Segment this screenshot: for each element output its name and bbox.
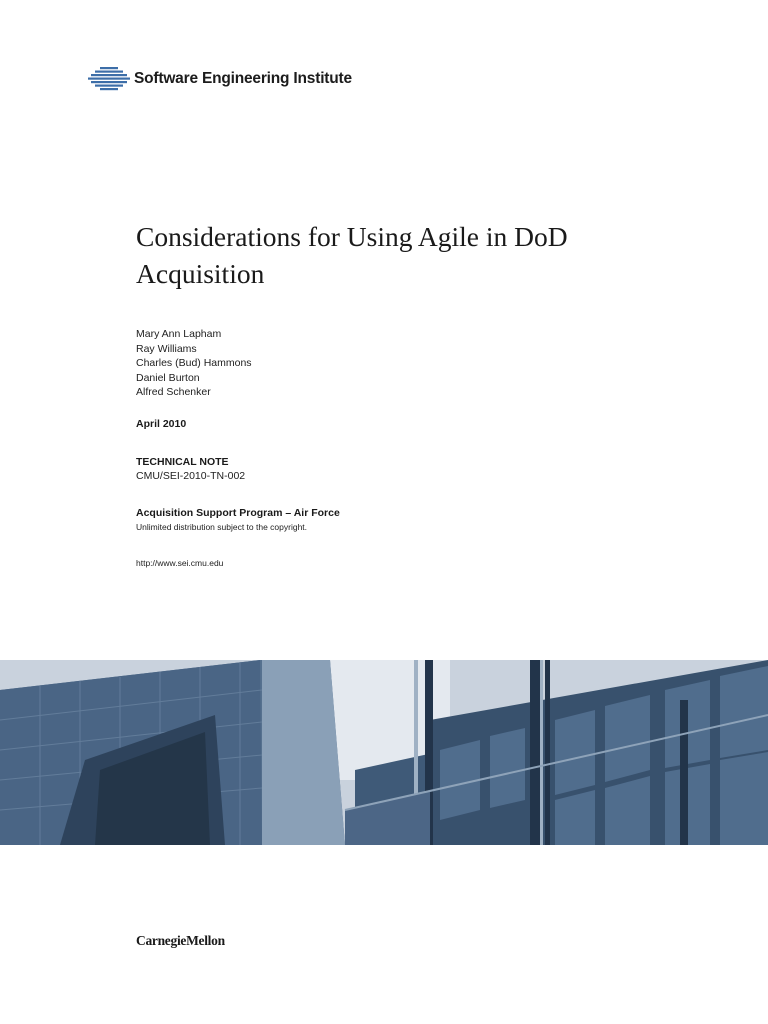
- author-list: [136, 327, 252, 400]
- program-name: Acquisition Support Program – Air Force: [136, 507, 340, 519]
- sei-logo: [88, 66, 352, 92]
- document-title: Considerations for Using Agile in DoD Acquisition: [136, 221, 568, 289]
- author: Ray Williams: [136, 342, 197, 355]
- author: Charles (Bud) Hammons: [136, 357, 252, 369]
- author: Mary Ann Lapham: [136, 328, 222, 340]
- sei-striped-globe-icon: [88, 66, 130, 92]
- note-type: TECHNICAL NOTE: [136, 456, 229, 468]
- carnegie-mellon-wordmark: CarnegieMellon: [136, 933, 225, 948]
- note-id: CMU/SEI-2010-TN-002: [136, 470, 246, 482]
- logo-text: Software Engineering Institute: [134, 70, 352, 87]
- publication-date: April 2010: [136, 418, 187, 430]
- author: Daniel Burton: [136, 371, 200, 384]
- website-link[interactable]: http://www.sei.cmu.edu: [136, 558, 224, 568]
- distribution-notice: Unlimited distribution subject to the copyright.: [136, 522, 308, 532]
- author: Alfred Schenker: [136, 386, 211, 398]
- building-photo: [0, 660, 768, 845]
